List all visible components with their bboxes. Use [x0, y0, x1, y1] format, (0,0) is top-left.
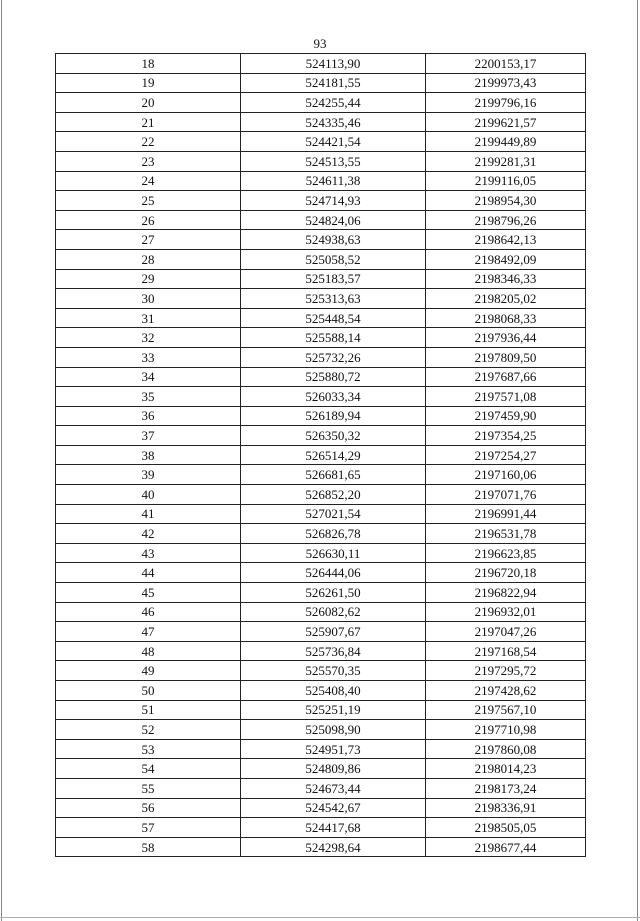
page-edge-left	[1, 0, 2, 921]
table-row	[56, 543, 586, 563]
table-row	[56, 700, 586, 720]
table-row	[56, 289, 586, 309]
table-row	[56, 485, 586, 505]
y-coordinate-cell: 2197160,06	[426, 465, 586, 485]
y-coordinate-cell: 2198068,33	[426, 308, 586, 328]
table-row	[56, 73, 586, 93]
y-coordinate-cell: 2198336,91	[426, 798, 586, 818]
y-coordinate-cell: 2197860,08	[426, 739, 586, 759]
table-row	[56, 387, 586, 407]
y-coordinate-cell: 2197168,54	[426, 641, 586, 661]
point-number-cell: 36	[56, 406, 241, 426]
table-row	[56, 583, 586, 603]
x-coordinate-cell: 524938,63	[241, 230, 426, 250]
y-coordinate-cell: 2198642,13	[426, 230, 586, 250]
x-coordinate-cell: 525570,35	[241, 661, 426, 681]
point-number-cell: 35	[56, 387, 241, 407]
point-number-cell: 29	[56, 269, 241, 289]
y-coordinate-cell: 2198014,23	[426, 759, 586, 779]
x-coordinate-cell: 526681,65	[241, 465, 426, 485]
table-row	[56, 426, 586, 446]
x-coordinate-cell: 526444,06	[241, 563, 426, 583]
point-number-cell: 26	[56, 210, 241, 230]
point-number-cell: 20	[56, 93, 241, 113]
x-coordinate-cell: 525313,63	[241, 289, 426, 309]
y-coordinate-cell: 2199281,31	[426, 151, 586, 171]
x-coordinate-cell: 525907,67	[241, 622, 426, 642]
point-number-cell: 54	[56, 759, 241, 779]
x-coordinate-cell: 524335,46	[241, 112, 426, 132]
x-coordinate-cell: 525588,14	[241, 328, 426, 348]
y-coordinate-cell: 2197459,90	[426, 406, 586, 426]
y-coordinate-cell: 2199116,05	[426, 171, 586, 191]
point-number-cell: 44	[56, 563, 241, 583]
point-number-cell: 43	[56, 543, 241, 563]
x-coordinate-cell: 526189,94	[241, 406, 426, 426]
point-number-cell: 58	[56, 837, 241, 857]
table-row	[56, 739, 586, 759]
x-coordinate-cell: 527021,54	[241, 504, 426, 524]
x-coordinate-cell: 524714,93	[241, 191, 426, 211]
y-coordinate-cell: 2197047,26	[426, 622, 586, 642]
x-coordinate-cell: 524673,44	[241, 778, 426, 798]
y-coordinate-cell: 2197071,76	[426, 485, 586, 505]
point-number-cell: 53	[56, 739, 241, 759]
point-number-cell: 52	[56, 720, 241, 740]
table-row	[56, 406, 586, 426]
point-number-cell: 31	[56, 308, 241, 328]
point-number-cell: 37	[56, 426, 241, 446]
point-number-cell: 32	[56, 328, 241, 348]
x-coordinate-cell: 524255,44	[241, 93, 426, 113]
y-coordinate-cell: 2197254,27	[426, 445, 586, 465]
y-coordinate-cell: 2197354,25	[426, 426, 586, 446]
table-row	[56, 720, 586, 740]
y-coordinate-cell: 2198205,02	[426, 289, 586, 309]
point-number-cell: 30	[56, 289, 241, 309]
y-coordinate-cell: 2199796,16	[426, 93, 586, 113]
point-number-cell: 22	[56, 132, 241, 152]
y-coordinate-cell: 2197567,10	[426, 700, 586, 720]
y-coordinate-cell: 2199449,89	[426, 132, 586, 152]
point-number-cell: 48	[56, 641, 241, 661]
table-row	[56, 524, 586, 544]
table-row	[56, 328, 586, 348]
y-coordinate-cell: 2197687,66	[426, 367, 586, 387]
x-coordinate-cell: 525408,40	[241, 681, 426, 701]
x-coordinate-cell: 524809,86	[241, 759, 426, 779]
y-coordinate-cell: 2196623,85	[426, 543, 586, 563]
x-coordinate-cell: 524611,38	[241, 171, 426, 191]
point-number-cell: 39	[56, 465, 241, 485]
point-number-cell: 49	[56, 661, 241, 681]
y-coordinate-cell: 2199973,43	[426, 73, 586, 93]
x-coordinate-cell: 524298,64	[241, 837, 426, 857]
y-coordinate-cell: 2196822,94	[426, 583, 586, 603]
table-row	[56, 602, 586, 622]
table-row	[56, 151, 586, 171]
point-number-cell: 56	[56, 798, 241, 818]
table-row	[56, 347, 586, 367]
point-number-cell: 23	[56, 151, 241, 171]
x-coordinate-cell: 526261,50	[241, 583, 426, 603]
page-edge-bottom	[0, 917, 640, 918]
x-coordinate-cell: 525448,54	[241, 308, 426, 328]
point-number-cell: 25	[56, 191, 241, 211]
table-row	[56, 622, 586, 642]
point-number-cell: 50	[56, 681, 241, 701]
y-coordinate-cell: 2196720,18	[426, 563, 586, 583]
point-number-cell: 27	[56, 230, 241, 250]
point-number-cell: 33	[56, 347, 241, 367]
point-number-cell: 28	[56, 249, 241, 269]
x-coordinate-cell: 525880,72	[241, 367, 426, 387]
y-coordinate-cell: 2198492,09	[426, 249, 586, 269]
x-coordinate-cell: 526082,62	[241, 602, 426, 622]
x-coordinate-cell: 524513,55	[241, 151, 426, 171]
y-coordinate-cell: 2196531,78	[426, 524, 586, 544]
table-row	[56, 112, 586, 132]
y-coordinate-cell: 2198954,30	[426, 191, 586, 211]
table-row	[56, 249, 586, 269]
y-coordinate-cell: 2199621,57	[426, 112, 586, 132]
point-number-cell: 40	[56, 485, 241, 505]
x-coordinate-cell: 524181,55	[241, 73, 426, 93]
table-row	[56, 171, 586, 191]
y-coordinate-cell: 2198796,26	[426, 210, 586, 230]
y-coordinate-cell: 2197571,08	[426, 387, 586, 407]
point-number-cell: 51	[56, 700, 241, 720]
x-coordinate-cell: 526630,11	[241, 543, 426, 563]
x-coordinate-cell: 525183,57	[241, 269, 426, 289]
table-row	[56, 54, 586, 74]
table-row	[56, 191, 586, 211]
table-row	[56, 445, 586, 465]
table-row	[56, 681, 586, 701]
table-row	[56, 778, 586, 798]
table-row	[56, 641, 586, 661]
table-row	[56, 504, 586, 524]
page-number: 93	[313, 36, 327, 51]
x-coordinate-cell: 524951,73	[241, 739, 426, 759]
point-number-cell: 41	[56, 504, 241, 524]
point-number-cell: 21	[56, 112, 241, 132]
x-coordinate-cell: 524113,90	[241, 54, 426, 74]
x-coordinate-cell: 524824,06	[241, 210, 426, 230]
coordinates-table-body	[56, 54, 586, 857]
point-number-cell: 38	[56, 445, 241, 465]
table-row	[56, 759, 586, 779]
y-coordinate-cell: 2198677,44	[426, 837, 586, 857]
x-coordinate-cell: 524542,67	[241, 798, 426, 818]
table-row	[56, 798, 586, 818]
table-row	[56, 465, 586, 485]
y-coordinate-cell: 2197428,62	[426, 681, 586, 701]
point-number-cell: 47	[56, 622, 241, 642]
point-number-cell: 34	[56, 367, 241, 387]
x-coordinate-cell: 526826,78	[241, 524, 426, 544]
x-coordinate-cell: 525251,19	[241, 700, 426, 720]
y-coordinate-cell: 2200153,17	[426, 54, 586, 74]
table-row	[56, 93, 586, 113]
table-row	[56, 661, 586, 681]
table-row	[56, 367, 586, 387]
x-coordinate-cell: 524421,54	[241, 132, 426, 152]
point-number-cell: 46	[56, 602, 241, 622]
y-coordinate-cell: 2196932,01	[426, 602, 586, 622]
point-number-cell: 19	[56, 73, 241, 93]
x-coordinate-cell: 526514,29	[241, 445, 426, 465]
point-number-cell: 55	[56, 778, 241, 798]
table-row	[56, 308, 586, 328]
point-number-cell: 57	[56, 818, 241, 838]
point-number-cell: 45	[56, 583, 241, 603]
table-row	[56, 210, 586, 230]
coordinates-table	[55, 53, 586, 857]
point-number-cell: 18	[56, 54, 241, 74]
x-coordinate-cell: 525732,26	[241, 347, 426, 367]
table-row	[56, 132, 586, 152]
table-row	[56, 837, 586, 857]
y-coordinate-cell: 2198173,24	[426, 778, 586, 798]
page-edge-right	[637, 0, 638, 921]
x-coordinate-cell: 526033,34	[241, 387, 426, 407]
table-row	[56, 230, 586, 250]
x-coordinate-cell: 525098,90	[241, 720, 426, 740]
table-row	[56, 818, 586, 838]
table-row	[56, 563, 586, 583]
x-coordinate-cell: 525058,52	[241, 249, 426, 269]
point-number-cell: 24	[56, 171, 241, 191]
x-coordinate-cell: 526852,20	[241, 485, 426, 505]
point-number-cell: 42	[56, 524, 241, 544]
x-coordinate-cell: 524417,68	[241, 818, 426, 838]
y-coordinate-cell: 2198346,33	[426, 269, 586, 289]
y-coordinate-cell: 2197809,50	[426, 347, 586, 367]
table-row	[56, 269, 586, 289]
y-coordinate-cell: 2196991,44	[426, 504, 586, 524]
y-coordinate-cell: 2197295,72	[426, 661, 586, 681]
y-coordinate-cell: 2197936,44	[426, 328, 586, 348]
x-coordinate-cell: 526350,32	[241, 426, 426, 446]
y-coordinate-cell: 2197710,98	[426, 720, 586, 740]
y-coordinate-cell: 2198505,05	[426, 818, 586, 838]
x-coordinate-cell: 525736,84	[241, 641, 426, 661]
